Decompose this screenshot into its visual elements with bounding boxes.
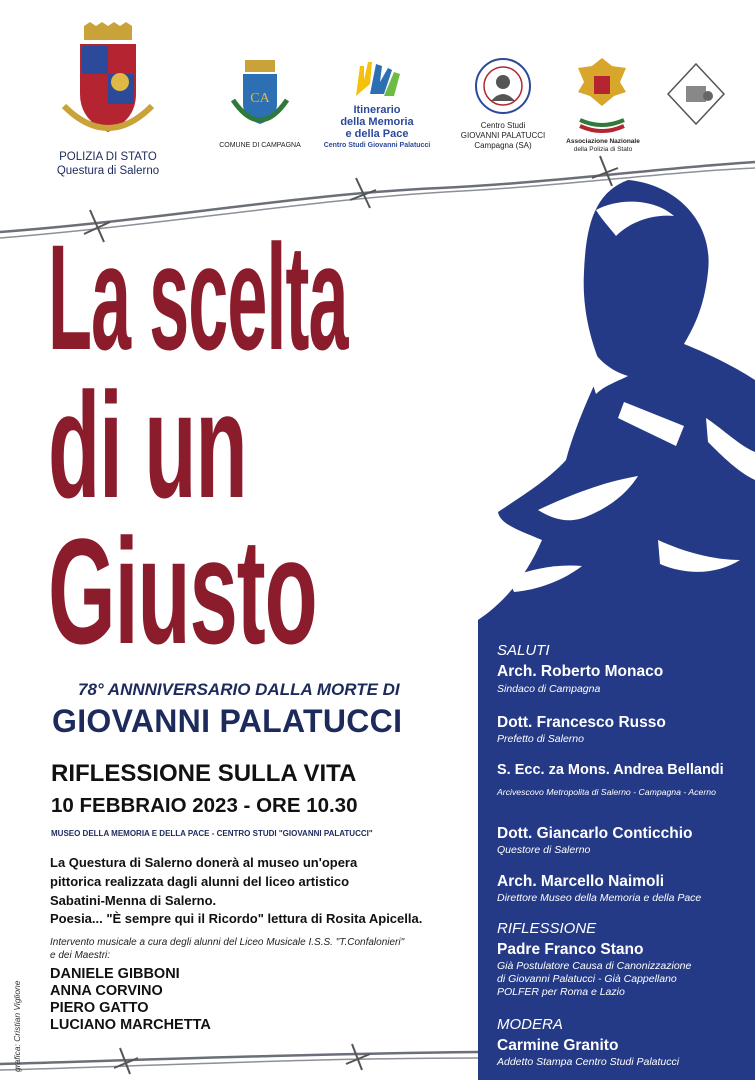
- speaker-name: Padre Franco Stano: [497, 941, 644, 958]
- section-heading-saluti: SALUTI: [497, 642, 550, 659]
- speaker-name: Dott. Francesco Russo: [497, 714, 666, 731]
- comune-caption: COMUNE DI CAMPAGNA: [219, 142, 301, 149]
- speaker-role: Già Postulatore Causa di Canonizzazione: [497, 960, 692, 972]
- anps-eagle-logo: [576, 56, 628, 134]
- section-heading-modera: MODERA: [497, 1016, 563, 1033]
- centro-studi-seal-logo: [474, 57, 532, 115]
- speaker-role: Questore di Salerno: [497, 844, 591, 856]
- music-intro-line-1: Intervento musicale a cura degli alunni del Liceo Musicale I.S.S. "T.Confalonieri": [50, 937, 405, 948]
- event-venue: MUSEO DELLA MEMORIA E DELLA PACE - CENTRO STUDI "GIOVANNI PALATUCCI": [51, 829, 373, 838]
- person-name-heading: GIOVANNI PALATUCCI: [52, 703, 403, 739]
- itinerario-title-line2: della Memoria: [340, 116, 414, 128]
- anps-caption-line1: Associazione Nazionale: [566, 138, 640, 145]
- maestro-name: PIERO GATTO: [50, 1000, 149, 1016]
- maestro-name: ANNA CORVINO: [50, 983, 163, 999]
- speaker-role: POLFER per Roma e Lazio: [497, 986, 625, 998]
- title-line-3: Giusto: [48, 507, 317, 675]
- barbed-wire-bottom: [0, 1040, 478, 1080]
- description-line-1: La Questura di Salerno donerà al museo un'opera: [50, 855, 358, 870]
- speakers-panel: [478, 633, 755, 1080]
- maestro-name: LUCIANO MARCHETTA: [50, 1017, 211, 1033]
- speaker-role: Addetto Stampa Centro Studi Palatucci: [497, 1056, 680, 1068]
- polizia-crest-logo: [60, 22, 156, 144]
- maestro-name: DANIELE GIBBONI: [50, 966, 180, 982]
- music-intro-line-2: e dei Maestri:: [50, 950, 111, 961]
- speaker-name: Arch. Marcello Naimoli: [497, 873, 665, 890]
- description-line-4: Poesia... "È sempre qui il Ricordo" lettura di Rosita Apicella.: [50, 911, 423, 926]
- polizia-caption-line1: POLIZIA DI STATO: [59, 151, 157, 163]
- description-line-2: pittorica realizzata dagli alunni del liceo artistico: [50, 874, 350, 889]
- description-line-3: Sabatini-Menna di Salerno.: [50, 893, 217, 908]
- centro-caption-line3: Campagna (SA): [474, 141, 532, 150]
- anps-caption-line2: della Polizia di Stato: [573, 146, 633, 153]
- speaker-name: S. Ecc. za Mons. Andrea Bellandi: [497, 762, 724, 778]
- svg-text:CA: CA: [250, 91, 270, 106]
- event-heading: RIFLESSIONE SULLA VITA: [51, 760, 357, 787]
- comune-crest-logo: [229, 60, 291, 138]
- itinerario-title-line3: e della Pace: [345, 128, 409, 140]
- speaker-role: Prefetto di Salerno: [497, 733, 584, 745]
- graphics-credit: grafica: Cristian Viglione: [12, 980, 22, 1072]
- itinerario-title-line1: Itinerario: [353, 104, 401, 116]
- title-line-2: di un: [48, 361, 247, 529]
- event-datetime: 10 FEBBRAIO 2023 - ORE 10.30: [51, 794, 358, 817]
- speaker-name: Arch. Roberto Monaco: [497, 663, 664, 680]
- diamond-emblem-logo: [666, 62, 726, 126]
- speaker-role: Sindaco di Campagna: [497, 683, 601, 695]
- title-line-1: La scelta: [48, 213, 348, 381]
- speaker-role: Arcivescovo Metropolita di Salerno - Campagna - Acerno: [497, 787, 716, 797]
- section-heading-riflessione: RIFLESSIONE: [497, 920, 597, 937]
- speaker-role: Direttore Museo della Memoria e della Pace: [497, 892, 702, 904]
- speaker-name: Dott. Giancarlo Conticchio: [497, 825, 693, 842]
- itinerario-subtitle: Centro Studi Giovanni Palatucci: [323, 142, 431, 149]
- centro-caption-line2: GIOVANNI PALATUCCI: [460, 131, 546, 140]
- speaker-role: di Giovanni Palatucci - Già Cappellano: [497, 973, 677, 985]
- speaker-name: Carmine Granito: [497, 1037, 619, 1054]
- centro-caption-line1: Centro Studi: [480, 121, 526, 130]
- polizia-caption-line2: Questura di Salerno: [56, 165, 160, 177]
- hands-logo: [348, 56, 406, 102]
- palatucci-silhouette-illustration: [478, 180, 755, 635]
- anniversary-subtitle: 78° ANNNIVERSARIO DALLA MORTE DI: [78, 680, 400, 699]
